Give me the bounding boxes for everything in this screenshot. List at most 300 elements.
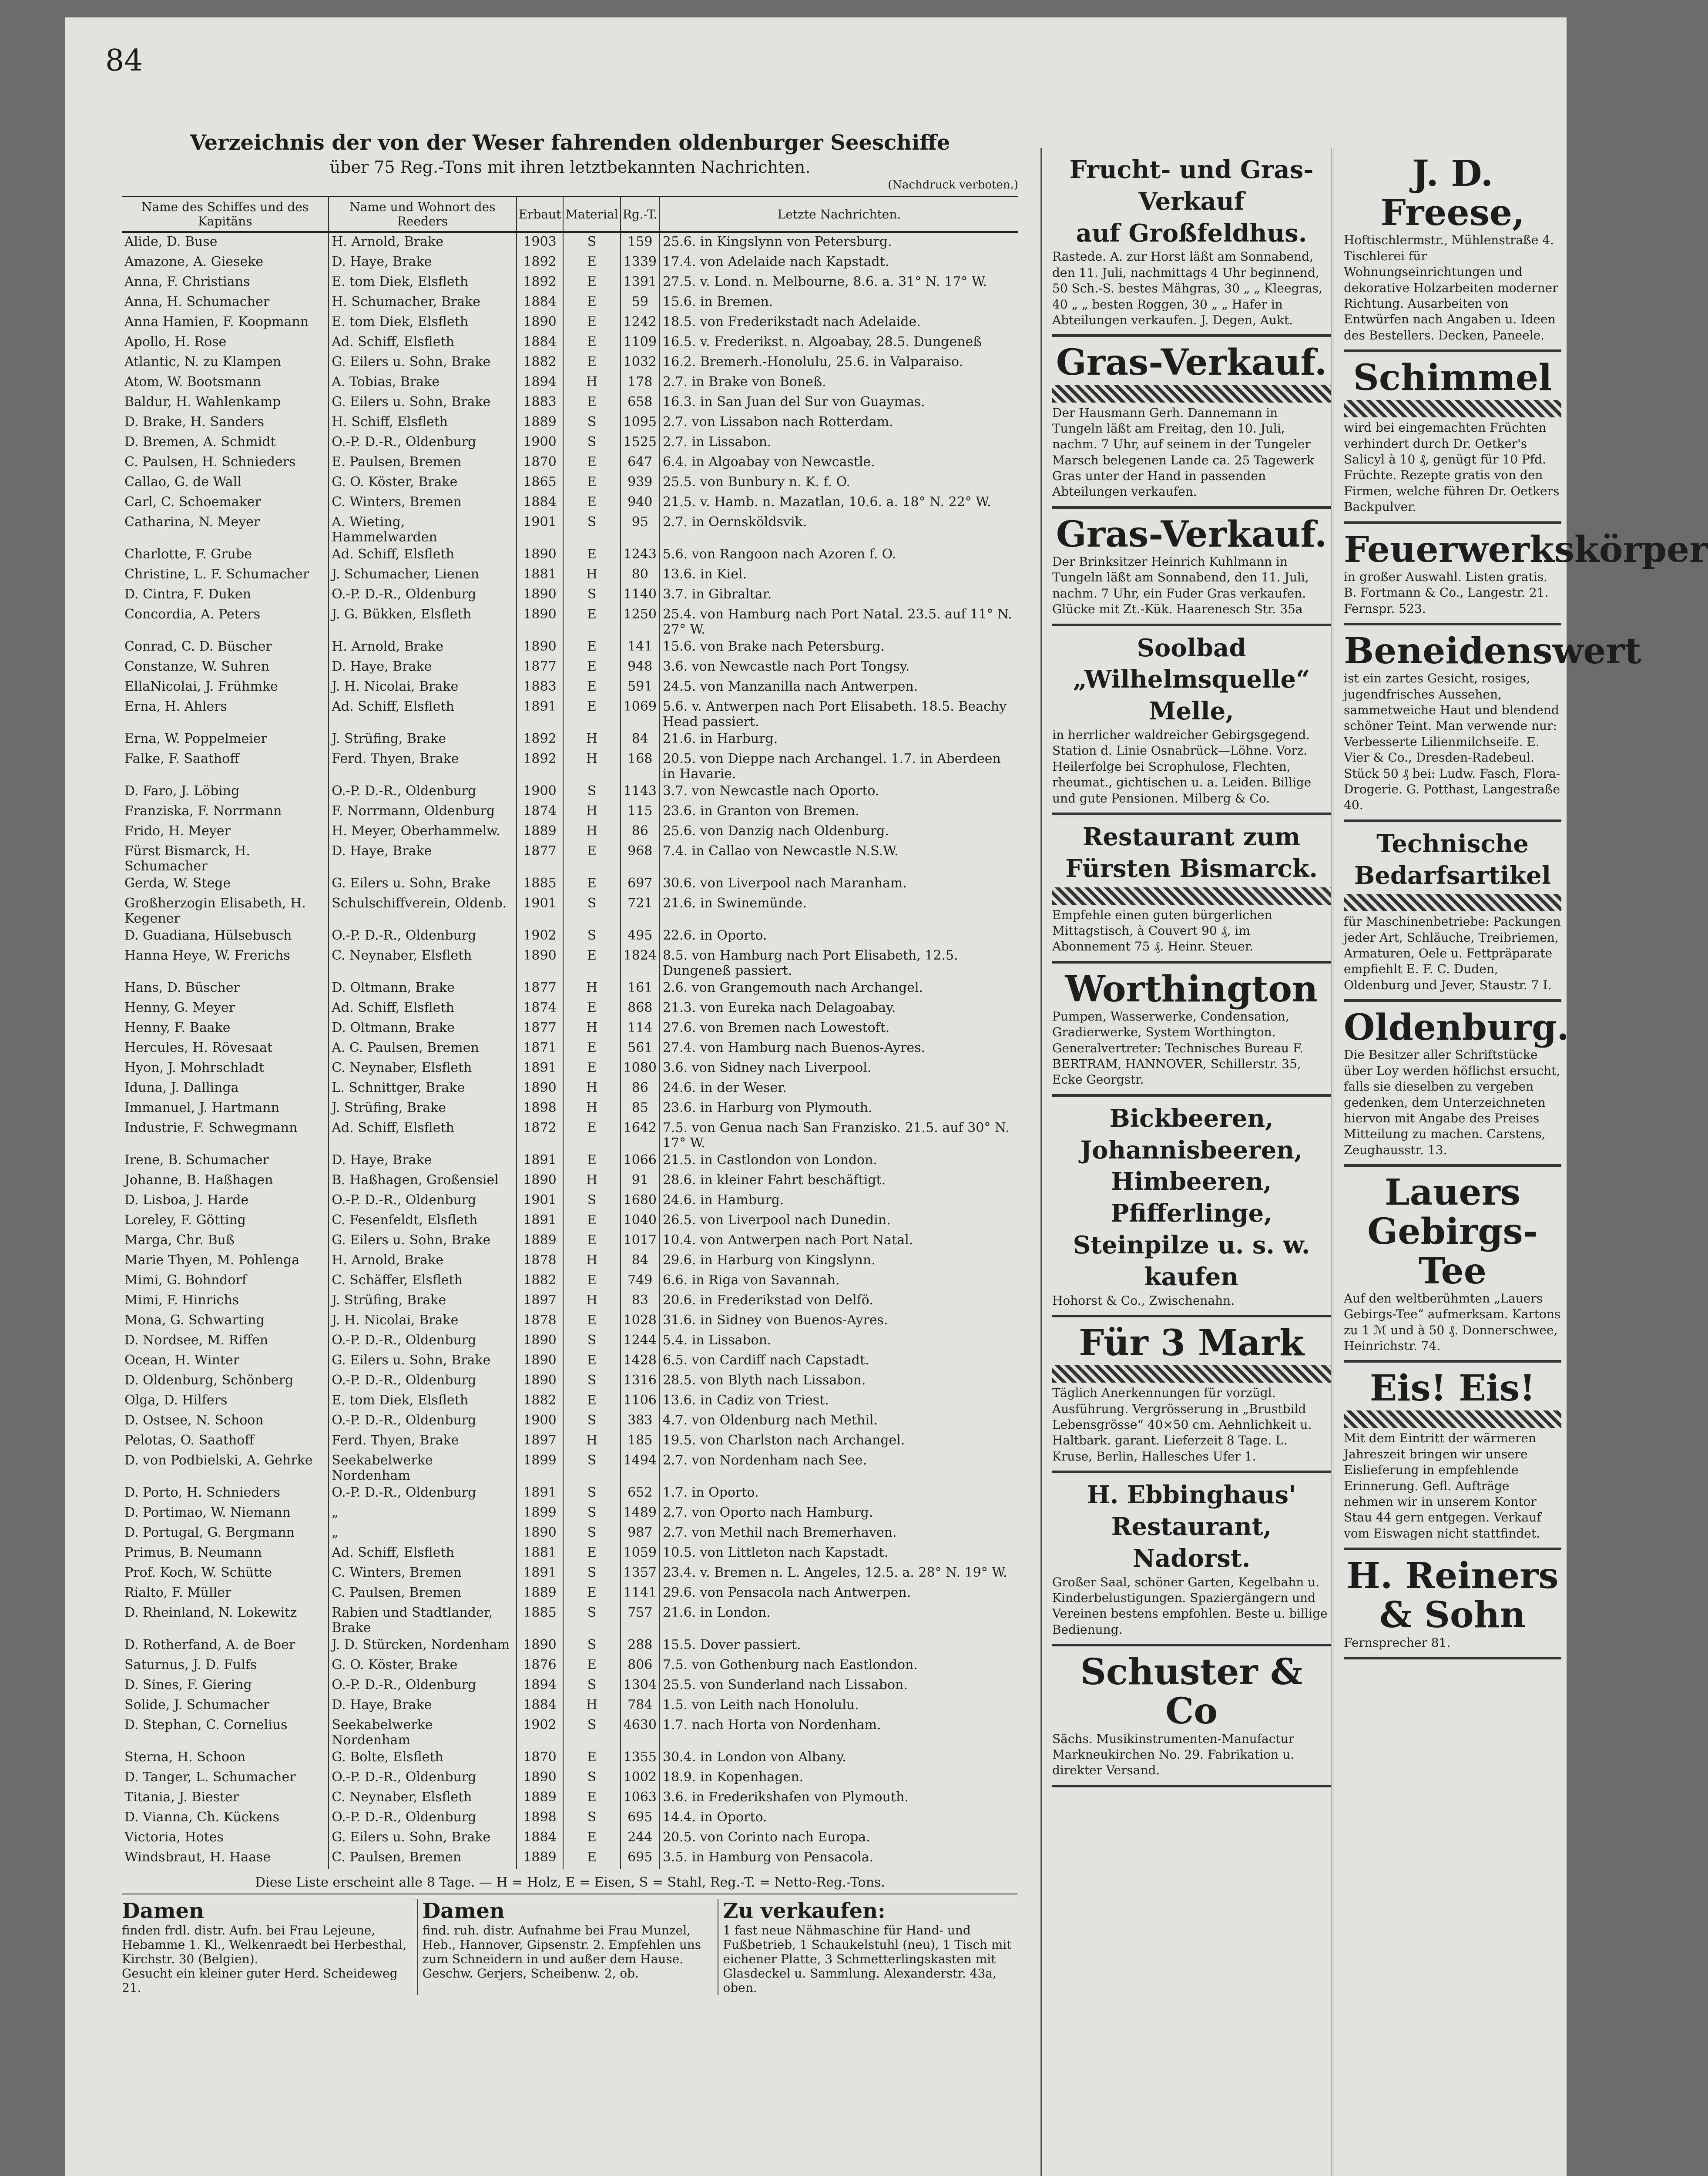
- table-row: [122, 393, 1018, 413]
- material-cell: S: [563, 927, 620, 947]
- owner-cell: C. Neynaber, Elsfleth: [329, 947, 516, 979]
- tonnage-cell: 86: [621, 823, 660, 843]
- ad-column-2: [1040, 148, 1331, 2176]
- table-row: [122, 1312, 1018, 1332]
- tonnage-cell: 1355: [621, 1749, 660, 1769]
- advertisement: [1344, 625, 1641, 822]
- tonnage-cell: 968: [621, 843, 660, 875]
- owner-cell: C. Fesenfeldt, Elsfleth: [329, 1212, 516, 1232]
- built-year-cell: 1903: [517, 232, 564, 254]
- last-news-cell: 21.3. von Eureka nach Delagoabay.: [660, 999, 1018, 1019]
- ad-text: für Maschinenbetriebe: Packungen jeder Art, Schläuche, Treibriemen, Armaturen, Oele u. Fettpräparate empfiehlt E. F. C. Duden, Oldenburg und Jever, Staustr. 7 I.: [1344, 914, 1561, 992]
- material-cell: E: [563, 947, 620, 979]
- decorative-border: [1052, 1365, 1331, 1383]
- table-row: [122, 782, 1018, 803]
- material-cell: E: [563, 698, 620, 730]
- material-cell: S: [563, 413, 620, 433]
- tonnage-cell: 1017: [621, 1232, 660, 1252]
- tonnage-cell: 647: [621, 453, 660, 473]
- material-cell: S: [563, 1452, 620, 1484]
- ship-captain-cell: Baldur, H. Wahlenkamp: [124, 394, 281, 410]
- ship-captain-cell: Mona, G. Schwarting: [124, 1313, 265, 1328]
- table-row: [122, 1059, 1018, 1079]
- ad-title: H. Reiners & Sohn: [1346, 1555, 1559, 1636]
- built-year-cell: 1890: [517, 1524, 564, 1544]
- ship-captain-cell: Conrad, C. D. Büscher: [124, 639, 272, 654]
- last-news-cell: 29.6. von Pensacola nach Antwerpen.: [660, 1584, 1018, 1604]
- tonnage-cell: 91: [621, 1172, 660, 1192]
- advertisement: [1052, 1097, 1331, 1317]
- ship-captain-cell: Catharina, N. Meyer: [124, 514, 260, 530]
- last-news-cell: 20.6. in Frederikstad von Delfö.: [660, 1292, 1018, 1312]
- table-row: [122, 1696, 1018, 1716]
- table-row: [122, 1769, 1018, 1789]
- table-row: [122, 1676, 1018, 1696]
- advertisement: [1052, 1473, 1331, 1646]
- built-year-cell: 1890: [517, 1769, 564, 1789]
- built-year-cell: 1877: [517, 1019, 564, 1039]
- owner-cell: Ad. Schiff, Elsfleth: [329, 1119, 516, 1152]
- table-row: [122, 273, 1018, 293]
- tonnage-cell: 1316: [621, 1372, 660, 1392]
- owner-cell: G. Eilers u. Sohn, Brake: [329, 1232, 516, 1252]
- owner-cell: C. Winters, Bremen: [329, 494, 516, 514]
- material-cell: S: [563, 232, 620, 254]
- tonnage-cell: 1680: [621, 1192, 660, 1212]
- ad-title: J. D. Freese,: [1380, 153, 1525, 234]
- tonnage-cell: 1304: [621, 1676, 660, 1696]
- ad-text: Die Besitzer aller Schriftstücke über Loy werden höflichst ersucht, falls sie dieselben zu vergeben gedenken, dem Unterzeichneten hiervon mit Angabe des Preises Mitteilung zu machen. Carstens, Zeughausstr. 13.: [1344, 1048, 1560, 1157]
- ship-captain-cell: Atlantic, N. zu Klampen: [124, 354, 282, 369]
- table-row: [122, 750, 1018, 782]
- material-cell: E: [563, 313, 620, 333]
- last-news-cell: 28.6. in kleiner Fahrt beschäftigt.: [660, 1172, 1018, 1192]
- last-news-cell: 24.6. in Hamburg.: [660, 1192, 1018, 1212]
- tonnage-cell: 161: [621, 979, 660, 999]
- last-news-cell: 1.7. in Oporto.: [660, 1484, 1018, 1504]
- tonnage-cell: 383: [621, 1412, 660, 1432]
- built-year-cell: 1890: [517, 1332, 564, 1352]
- built-year-cell: 1874: [517, 999, 564, 1019]
- last-news-cell: 21.5. in Castlondon von London.: [660, 1152, 1018, 1172]
- last-news-cell: 7.5. von Gothenburg nach Eastlondon.: [660, 1656, 1018, 1676]
- built-year-cell: 1894: [517, 1676, 564, 1696]
- advertisement: [1052, 1317, 1331, 1473]
- advertisement: [1052, 148, 1331, 337]
- owner-cell: Ad. Schiff, Elsfleth: [329, 1544, 516, 1564]
- ship-captain-cell: D. Sines, F. Giering: [124, 1677, 252, 1692]
- col-tonnage: Rg.-T.: [621, 197, 660, 232]
- material-cell: E: [563, 875, 620, 895]
- material-cell: E: [563, 1584, 620, 1604]
- tonnage-cell: 652: [621, 1484, 660, 1504]
- ship-captain-cell: Industrie, F. Schwegmann: [124, 1120, 298, 1135]
- material-cell: E: [563, 606, 620, 638]
- table-row: [122, 1829, 1018, 1849]
- built-year-cell: 1871: [517, 1039, 564, 1059]
- material-cell: E: [563, 999, 620, 1019]
- built-year-cell: 1884: [517, 293, 564, 313]
- material-cell: E: [563, 638, 620, 658]
- ship-captain-cell: Hercules, H. Rövesaat: [124, 1040, 273, 1055]
- built-year-cell: 1902: [517, 927, 564, 947]
- material-cell: H: [563, 566, 620, 586]
- last-news-cell: 15.6. in Bremen.: [660, 293, 1018, 313]
- decorative-border: [1344, 400, 1561, 417]
- built-year-cell: 1890: [517, 1172, 564, 1192]
- last-news-cell: 25.6. in Kingslynn von Petersburg.: [660, 232, 1018, 254]
- tonnage-cell: 940: [621, 494, 660, 514]
- material-cell: E: [563, 393, 620, 413]
- built-year-cell: 1882: [517, 353, 564, 373]
- owner-cell: Ferd. Thyen, Brake: [329, 750, 516, 782]
- table-row: [122, 875, 1018, 895]
- ship-captain-cell: D. Ostsee, N. Schoon: [124, 1413, 264, 1428]
- owner-cell: G. Bolte, Elsfleth: [329, 1749, 516, 1769]
- ad-text: Der Hausmann Gerh. Dannemann in Tungeln läßt am Freitag, den 10. Juli, nachm. 7 Uhr, auf seinem in der Tungeler Marsch belegenen Lande ca. 25 Tagewerk Gras unter der Hand in passenden Abteilungen verkaufen.: [1052, 405, 1314, 499]
- tonnage-cell: 697: [621, 875, 660, 895]
- material-cell: S: [563, 1676, 620, 1696]
- owner-cell: G. Eilers u. Sohn, Brake: [329, 875, 516, 895]
- built-year-cell: 1884: [517, 333, 564, 353]
- last-news-cell: 25.4. von Hamburg nach Port Natal. 23.5. auf 11° N. 27° W.: [660, 606, 1018, 638]
- ship-captain-cell: D. von Podbielski, A. Gehrke: [124, 1453, 313, 1468]
- owner-cell: B. Haßhagen, Großensiel: [329, 1172, 516, 1192]
- ship-captain-cell: Atom, W. Bootsmann: [124, 374, 262, 390]
- ship-list-subtitle: über 75 Reg.-Tons mit ihren letztbekannten Nachrichten.: [329, 158, 811, 177]
- classified-ad-extra: Gesucht ein kleiner guter Herd. Scheideweg 21.: [122, 1966, 398, 1995]
- built-year-cell: 1890: [517, 1372, 564, 1392]
- tonnage-cell: 987: [621, 1524, 660, 1544]
- tonnage-cell: 1106: [621, 1392, 660, 1412]
- owner-cell: O.-P. D.-R., Oldenburg: [329, 1412, 516, 1432]
- ship-captain-cell: D. Stephan, C. Cornelius: [124, 1717, 288, 1733]
- ship-captain-cell: D. Guadiana, Hülsebusch: [124, 928, 292, 943]
- ad-title: Technische Bedarfsartikel: [1354, 829, 1551, 890]
- material-cell: E: [563, 1272, 620, 1292]
- owner-cell: H. Meyer, Oberhammelw.: [329, 823, 516, 843]
- material-cell: S: [563, 514, 620, 546]
- last-news-cell: 8.5. von Hamburg nach Port Elisabeth, 12.5. Dungeneß passiert.: [660, 947, 1018, 979]
- material-cell: S: [563, 586, 620, 606]
- table-row: [122, 232, 1018, 254]
- owner-cell: J. Strüfing, Brake: [329, 1292, 516, 1312]
- built-year-cell: 1901: [517, 895, 564, 927]
- ship-captain-cell: Pelotas, O. Saathoff: [124, 1433, 254, 1448]
- newspaper-page: [65, 17, 1708, 2176]
- material-cell: E: [563, 1392, 620, 1412]
- built-year-cell: 1889: [517, 1849, 564, 1869]
- material-cell: H: [563, 1172, 620, 1192]
- last-news-cell: 16.3. in San Juan del Sur von Guaymas.: [660, 393, 1018, 413]
- table-row: [122, 1152, 1018, 1172]
- material-cell: S: [563, 1636, 620, 1656]
- ship-captain-cell: Mimi, G. Bohndorf: [124, 1273, 247, 1288]
- material-cell: E: [563, 678, 620, 698]
- last-news-cell: 3.6. von Newcastle nach Port Tongsy.: [660, 658, 1018, 678]
- table-row: [122, 1019, 1018, 1039]
- built-year-cell: 1877: [517, 979, 564, 999]
- tonnage-cell: 1059: [621, 1544, 660, 1564]
- last-news-cell: 6.6. in Riga von Savannah.: [660, 1272, 1018, 1292]
- table-row: [122, 413, 1018, 433]
- last-news-cell: 13.6. in Cadiz von Triest.: [660, 1392, 1018, 1412]
- tonnage-cell: 141: [621, 638, 660, 658]
- tonnage-cell: 1109: [621, 333, 660, 353]
- built-year-cell: 1897: [517, 1292, 564, 1312]
- ship-captain-cell: Marie Thyen, M. Pohlenga: [124, 1253, 300, 1268]
- last-news-cell: 2.7. von Methil nach Bremerhaven.: [660, 1524, 1018, 1544]
- tonnage-cell: 1143: [621, 782, 660, 803]
- table-row: [122, 514, 1018, 546]
- material-cell: E: [563, 1829, 620, 1849]
- table-row: [122, 895, 1018, 927]
- material-cell: E: [563, 333, 620, 353]
- ship-captain-cell: Hanna Heye, W. Frerichs: [124, 948, 290, 963]
- ship-table-header: [122, 197, 1018, 232]
- tonnage-cell: 84: [621, 730, 660, 750]
- owner-cell: O.-P. D.-R., Oldenburg: [329, 1192, 516, 1212]
- built-year-cell: 1902: [517, 1716, 564, 1749]
- material-cell: E: [563, 1749, 620, 1769]
- table-row: [122, 494, 1018, 514]
- built-year-cell: 1877: [517, 658, 564, 678]
- ship-captain-cell: Fürst Bismarck, H. Schumacher: [124, 843, 250, 874]
- last-news-cell: 5.4. in Lissabon.: [660, 1332, 1018, 1352]
- table-row: [122, 1849, 1018, 1869]
- ad-text: Rastede. A. zur Horst läßt am Sonnabend, den 11. Juli, nachmittags 4 Uhr beginnend, 50 Sch.-S. bestes Mähgras, 30 „ „ Kleegras, 40 „ „ besten Roggen, 30 „ „ Hafer in Abteilungen verkaufen. J. Degen, Aukt.: [1052, 249, 1322, 327]
- material-cell: S: [563, 1192, 620, 1212]
- built-year-cell: 1892: [517, 730, 564, 750]
- last-news-cell: 25.5. von Sunderland nach Lissabon.: [660, 1676, 1018, 1696]
- built-year-cell: 1885: [517, 1604, 564, 1636]
- material-cell: S: [563, 1484, 620, 1504]
- owner-cell: D. Haye, Brake: [329, 1152, 516, 1172]
- ship-captain-cell: Ocean, H. Winter: [124, 1353, 240, 1368]
- owner-cell: A. Wieting, Hammelwarden: [329, 514, 516, 546]
- built-year-cell: 1900: [517, 1412, 564, 1432]
- ship-captain-cell: Titania, J. Biester: [124, 1790, 239, 1805]
- tonnage-cell: 115: [621, 803, 660, 823]
- classified-ad-heading: Zu verkaufen:: [723, 1899, 886, 1923]
- tonnage-cell: 1250: [621, 606, 660, 638]
- advertisement: [1344, 524, 1708, 625]
- tonnage-cell: 1525: [621, 433, 660, 453]
- advertisement: [1344, 148, 1561, 352]
- built-year-cell: 1892: [517, 750, 564, 782]
- last-news-cell: 3.6. in Frederikshafen von Plymouth.: [660, 1789, 1018, 1809]
- built-year-cell: 1889: [517, 1584, 564, 1604]
- last-news-cell: 21.5. v. Hamb. n. Mazatlan, 10.6. a. 18° N. 22° W.: [660, 494, 1018, 514]
- tonnage-cell: 561: [621, 1039, 660, 1059]
- tonnage-cell: 1489: [621, 1504, 660, 1524]
- col-built: Erbaut: [517, 197, 564, 232]
- decorative-border: [1344, 1410, 1561, 1428]
- owner-cell: Ad. Schiff, Elsfleth: [329, 698, 516, 730]
- ad-text: Sächs. Musikinstrumenten-Manufactur Markneukirchen No. 29. Fabrikation u. direkter Versand.: [1052, 1731, 1295, 1778]
- advertisement: [1052, 626, 1331, 815]
- ship-captain-cell: Gerda, W. Stege: [124, 876, 231, 891]
- owner-cell: O.-P. D.-R., Oldenburg: [329, 1484, 516, 1504]
- ship-captain-cell: Mimi, F. Hinrichs: [124, 1293, 239, 1308]
- owner-cell: Ad. Schiff, Elsfleth: [329, 333, 516, 353]
- table-row: [122, 698, 1018, 730]
- last-news-cell: 19.5. von Charlston nach Archangel.: [660, 1432, 1018, 1452]
- last-news-cell: 15.5. Dover passiert.: [660, 1636, 1018, 1656]
- ship-captain-cell: Christine, L. F. Schumacher: [124, 567, 309, 582]
- built-year-cell: 1874: [517, 803, 564, 823]
- table-row: [122, 1716, 1018, 1749]
- owner-cell: Seekabelwerke Nordenham: [329, 1716, 516, 1749]
- ship-captain-cell: Hyon, J. Mohrschladt: [124, 1060, 265, 1075]
- last-news-cell: 2.7. in Brake von Boneß.: [660, 373, 1018, 393]
- built-year-cell: 1889: [517, 1232, 564, 1252]
- ad-subtitle: auf Großfeldhus.: [1076, 218, 1307, 248]
- last-news-cell: 28.5. von Blyth nach Lissabon.: [660, 1372, 1018, 1392]
- tonnage-cell: 1080: [621, 1059, 660, 1079]
- table-row: [122, 586, 1018, 606]
- owner-cell: D. Haye, Brake: [329, 1696, 516, 1716]
- material-cell: H: [563, 1019, 620, 1039]
- tonnage-cell: 784: [621, 1696, 660, 1716]
- owner-cell: „: [329, 1504, 516, 1524]
- owner-cell: D. Haye, Brake: [329, 658, 516, 678]
- last-news-cell: 25.5. von Bunbury n. K. f. O.: [660, 473, 1018, 494]
- material-cell: S: [563, 1504, 620, 1524]
- ship-captain-cell: C. Paulsen, H. Schnieders: [124, 454, 296, 470]
- material-cell: E: [563, 1849, 620, 1869]
- last-news-cell: 31.6. in Sidney von Buenos-Ayres.: [660, 1312, 1018, 1332]
- table-row: [122, 1292, 1018, 1312]
- tonnage-cell: 1357: [621, 1564, 660, 1584]
- tonnage-cell: 84: [621, 1252, 660, 1272]
- last-news-cell: 21.6. in Swinemünde.: [660, 895, 1018, 927]
- ship-captain-cell: Henny, F. Baake: [124, 1020, 231, 1035]
- advertisement: [1344, 1550, 1561, 1659]
- last-news-cell: 4.7. von Oldenburg nach Methil.: [660, 1412, 1018, 1432]
- built-year-cell: 1883: [517, 678, 564, 698]
- tonnage-cell: 185: [621, 1432, 660, 1452]
- table-row: [122, 1412, 1018, 1432]
- owner-cell: J. Strüfing, Brake: [329, 730, 516, 750]
- material-cell: H: [563, 803, 620, 823]
- ship-captain-cell: Carl, C. Schoemaker: [124, 494, 261, 510]
- material-cell: S: [563, 895, 620, 927]
- table-row: [122, 1789, 1018, 1809]
- material-cell: H: [563, 1696, 620, 1716]
- table-row: [122, 1252, 1018, 1272]
- built-year-cell: 1891: [517, 1212, 564, 1232]
- last-news-cell: 27.5. v. Lond. n. Melbourne, 8.6. a. 31° N. 17° W.: [660, 273, 1018, 293]
- ad-text: in herrlicher waldreicher Gebirgsgegend. Station d. Linie Osnabrück—Löhne. Vorz. Heilerfolge bei Scrophulose, Flechten, rheumat., gichtischen u. a. Leiden. Billige und gute Pensionen. Milberg & Co.: [1052, 728, 1312, 806]
- material-cell: S: [563, 1604, 620, 1636]
- last-news-cell: 21.6. in London.: [660, 1604, 1018, 1636]
- owner-cell: J. H. Nicolai, Brake: [329, 1312, 516, 1332]
- owner-cell: C. Neynaber, Elsfleth: [329, 1789, 516, 1809]
- last-news-cell: 2.7. von Lissabon nach Rotterdam.: [660, 413, 1018, 433]
- material-cell: E: [563, 293, 620, 313]
- material-cell: H: [563, 1252, 620, 1272]
- advertisement: [1052, 815, 1331, 964]
- owner-cell: Seekabelwerke Nordenham: [329, 1452, 516, 1484]
- last-news-cell: 1.7. nach Horta von Nordenham.: [660, 1716, 1018, 1749]
- last-news-cell: 27.4. von Hamburg nach Buenos-Ayres.: [660, 1039, 1018, 1059]
- ship-list-section: [122, 131, 1018, 2176]
- col-owner: Name und Wohnort des Reeders: [329, 197, 516, 232]
- advertisement: [1344, 1167, 1561, 1363]
- ad-title: Lauers Gebirgs-Tee: [1367, 1172, 1538, 1292]
- owner-cell: Schulschiffverein, Oldenb.: [329, 895, 516, 927]
- last-news-cell: 3.7. von Newcastle nach Oporto.: [660, 782, 1018, 803]
- ship-table-body: [122, 232, 1018, 1869]
- tonnage-cell: 114: [621, 1019, 660, 1039]
- built-year-cell: 1898: [517, 1099, 564, 1119]
- ad-text: Hohorst & Co., Zwischenahn.: [1052, 1293, 1235, 1308]
- material-cell: S: [563, 1372, 620, 1392]
- built-year-cell: 1901: [517, 514, 564, 546]
- table-row: [122, 1372, 1018, 1392]
- ship-captain-cell: Marga, Chr. Buß: [124, 1232, 235, 1248]
- advertisement: [1344, 1363, 1561, 1550]
- last-news-cell: 3.7. in Gibraltar.: [660, 586, 1018, 606]
- ship-captain-cell: D. Vianna, Ch. Kückens: [124, 1810, 280, 1825]
- tonnage-cell: 80: [621, 566, 660, 586]
- tonnage-cell: 1244: [621, 1332, 660, 1352]
- last-news-cell: 14.4. in Oporto.: [660, 1809, 1018, 1829]
- last-news-cell: 29.6. in Harburg von Kingslynn.: [660, 1252, 1018, 1272]
- table-row: [122, 803, 1018, 823]
- owner-cell: C. Paulsen, Bremen: [329, 1584, 516, 1604]
- table-row: [122, 1484, 1018, 1504]
- owner-cell: O.-P. D.-R., Oldenburg: [329, 1676, 516, 1696]
- ship-captain-cell: Iduna, J. Dallinga: [124, 1080, 239, 1095]
- owner-cell: G. Eilers u. Sohn, Brake: [329, 353, 516, 373]
- built-year-cell: 1890: [517, 606, 564, 638]
- classified-ad-text: finden frdl. distr. Aufn. bei Frau Lejeune, Hebamme 1. Kl., Welkenraedt bei Herbesthal, Kirchstr. 30 (Belgien).: [122, 1923, 407, 1966]
- owner-cell: Rabien und Stadtlander, Brake: [329, 1604, 516, 1636]
- table-row: [122, 678, 1018, 698]
- classified-ad: [423, 1899, 719, 1995]
- table-row: [122, 1636, 1018, 1656]
- tonnage-cell: 1140: [621, 586, 660, 606]
- owner-cell: E. tom Diek, Elsfleth: [329, 313, 516, 333]
- ship-captain-cell: EllaNicolai, J. Frühmke: [124, 679, 278, 694]
- table-row: [122, 947, 1018, 979]
- built-year-cell: 1890: [517, 638, 564, 658]
- tonnage-cell: 749: [621, 1272, 660, 1292]
- table-row: [122, 1544, 1018, 1564]
- ship-captain-cell: D. Brake, H. Sanders: [124, 414, 265, 430]
- last-news-cell: 1.5. von Leith nach Honolulu.: [660, 1696, 1018, 1716]
- built-year-cell: 1899: [517, 1452, 564, 1484]
- owner-cell: C. Paulsen, Bremen: [329, 1849, 516, 1869]
- ad-text: in großer Auswahl. Listen gratis. B. Fortmann & Co., Langestr. 21. Fernspr. 523.: [1344, 569, 1549, 616]
- material-cell: E: [563, 1212, 620, 1232]
- last-news-cell: 30.6. von Liverpool nach Maranham.: [660, 875, 1018, 895]
- tonnage-cell: 168: [621, 750, 660, 782]
- built-year-cell: 1884: [517, 1696, 564, 1716]
- ship-captain-cell: D. Porto, H. Schnieders: [124, 1485, 280, 1500]
- ship-captain-cell: Concordia, A. Peters: [124, 607, 261, 622]
- col-ship-captain: Name des Schiffes und des Kapitäns: [122, 197, 329, 232]
- material-cell: E: [563, 253, 620, 273]
- ship-captain-cell: Anna, H. Schumacher: [124, 294, 270, 309]
- material-cell: E: [563, 1059, 620, 1079]
- built-year-cell: 1870: [517, 1749, 564, 1769]
- built-year-cell: 1881: [517, 566, 564, 586]
- owner-cell: A. C. Paulsen, Bremen: [329, 1039, 516, 1059]
- classified-ad-text: 1 fast neue Nähmaschine für Hand- und Fußbetrieb, 1 Schaukelstuhl (neu), 1 Tisch mit eichener Platte, 3 Schmetterlingskasten mit Glasdeckel u. Sammlung. Alexanderstr. 43a, oben.: [723, 1923, 1012, 1995]
